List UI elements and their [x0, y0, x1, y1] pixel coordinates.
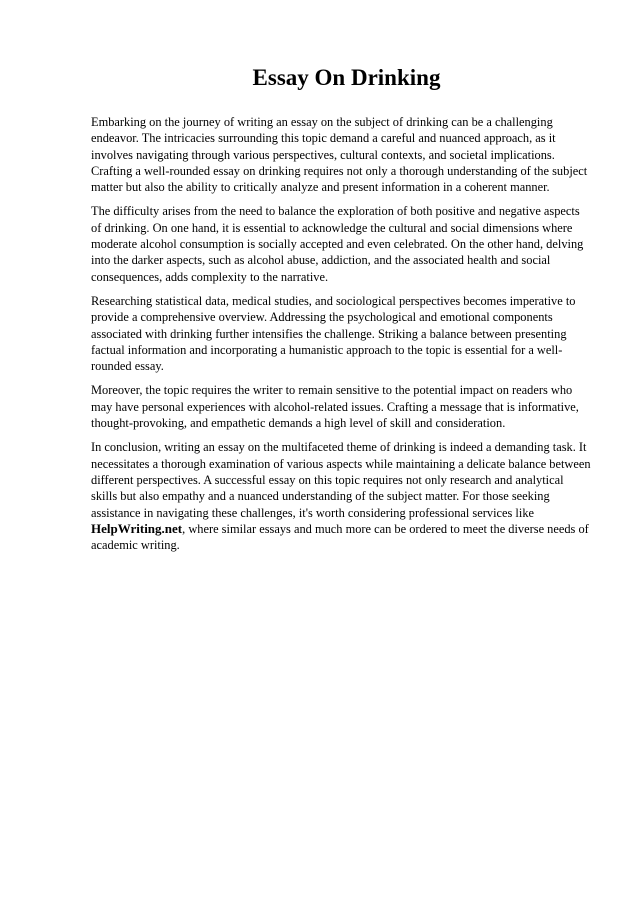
conclusion-text-after-link: , where similar essays and much more can be ordered to meet the diverse needs of academic writing. — [91, 521, 589, 553]
helpwriting-link[interactable]: HelpWriting.net — [91, 520, 183, 536]
conclusion-text-before-link: In conclusion, writing an essay on the multifaceted theme of drinking is indeed a demanding task. It necessitates a thorough examination of various aspects while maintaining a delicate balance between different perspectives. A successful essay on this topic requires not only research and analytical skills but also empathy and a nuanced understanding of the subject matter. For those seeking assistance in navigating these challenges, it's worth considering professional services like — [91, 440, 591, 520]
essay-body — [91, 114, 592, 553]
paragraph-5-conclusion — [91, 439, 592, 553]
paragraph-2: The difficulty arises from the need to balance the exploration of both positive and negative aspects of drinking. On one hand, it is essential to acknowledge the cultural and social dimensions where moderate alcohol consumption is socially accepted and even celebrated. On the other hand, delving into the darker aspects, such as alcohol abuse, addiction, and the associated health and social consequences, adds complexity to the narrative. — [91, 204, 584, 284]
paragraph-1: Embarking on the journey of writing an essay on the subject of drinking can be a challenging endeavor. The intricacies surrounding this topic demand a careful and nuanced approach, as it involves navigating through various perspectives, cultural contexts, and societal implications. Crafting a well-rounded essay on drinking requires not only a thorough understanding of the subject matter but also the ability to critically analyze and present information in a coherent manner. — [91, 115, 588, 195]
paragraph-4: Moreover, the topic requires the writer to remain sensitive to the potential impact on readers who may have personal experiences with alcohol-related issues. Crafting a message that is informative, thought-provoking, and empathetic demands a high level of skill and consideration. — [91, 383, 579, 431]
paragraph-3: Researching statistical data, medical studies, and sociological perspectives becomes imperative to provide a comprehensive overview. Addressing the psychological and emotional components associated with drinking further intensifies the challenge. Striking a balance between presenting factual information and incorporating a humanistic approach to the topic is essential for a well-rounded essay. — [91, 293, 576, 374]
document-title: Essay On Drinking — [252, 65, 441, 90]
